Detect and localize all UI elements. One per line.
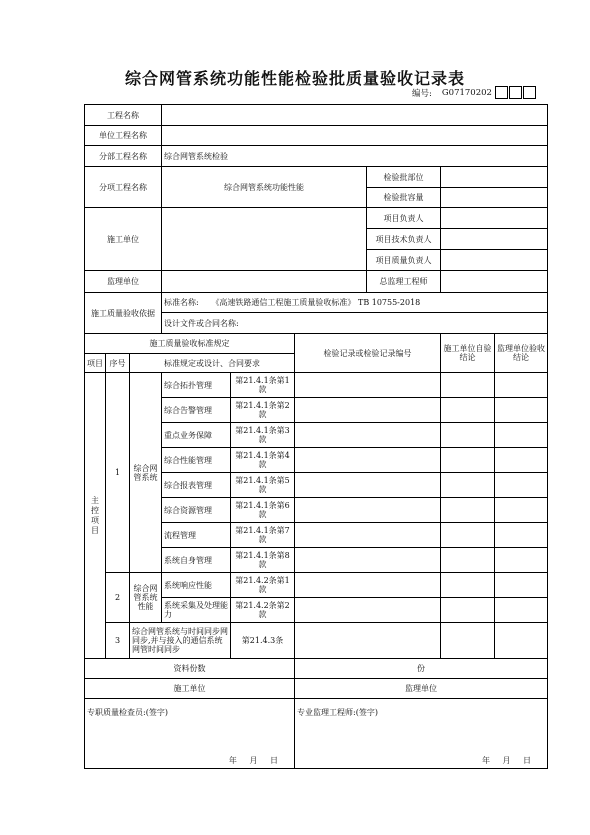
record-row-6[interactable] [295,498,441,523]
supervision-row-2[interactable] [495,398,548,423]
copies-unit: 份 [417,664,426,673]
chief-supervisor-label: 总监理工程师 [367,271,441,293]
unit-project-value[interactable] [162,126,548,146]
construction-row-4[interactable] [441,448,495,473]
tech-leader-value[interactable] [441,229,548,250]
project-name-label: 工程名称 [85,105,162,126]
supervision-unit-value[interactable] [162,271,367,293]
footer-construction-unit: 施工单位 [85,679,295,699]
project-leader-value[interactable] [441,208,548,229]
inspection-part-value[interactable] [441,167,548,188]
clause-row-9: 第21.4.2条第1款 [231,573,295,598]
req-row-2: 综合告警管理 [162,398,231,423]
clause-row-10: 第21.4.2条第2款 [231,598,295,623]
record-header: 检验记录或检验记录编号 [295,334,441,373]
req-row-5: 综合报表管理 [162,473,231,498]
inspection-capacity-value[interactable] [441,188,548,208]
supervision-row-3[interactable] [495,423,548,448]
design-doc-label: 设计文件或合同名称: [162,313,548,334]
construction-row-1[interactable] [441,373,495,398]
inspector-date: 年 月 日 [228,755,279,765]
construction-row-6[interactable] [441,498,495,523]
req-row-6: 综合资源管理 [162,498,231,523]
supervision-row-6[interactable] [495,498,548,523]
supervision-unit-label: 监理单位 [85,271,162,293]
inspection-part-label: 检验批部位 [367,167,441,188]
group-2-name: 综合网管系统性能 [130,573,162,623]
subdivision-label: 分项工程名称 [85,167,162,208]
engineer-sign-label: 专业监理工程师:(签字) [297,707,378,717]
construction-row-8[interactable] [441,548,495,573]
group-1-seq: 1 [106,373,130,573]
quality-leader-value[interactable] [441,250,548,271]
engineer-sign-cell[interactable] [295,699,548,769]
record-row-3[interactable] [295,423,441,448]
record-row-9[interactable] [295,573,441,598]
inspector-sign-label: 专职质量检查员:(签字) [87,707,168,717]
standard-name-cell [162,293,548,313]
supervision-row-9[interactable] [495,573,548,598]
req-row-8: 系统自身管理 [162,548,231,573]
acceptance-record-table [84,104,548,769]
record-row-8[interactable] [295,548,441,573]
record-row-5[interactable] [295,473,441,498]
col-requirement-header: 标准规定或设计、合同要求 [130,354,295,373]
material-count-label: 资料份数 [85,659,295,679]
req-row-3: 重点业务保障 [162,423,231,448]
construction-row-9[interactable] [441,573,495,598]
footer-supervision-unit: 监理单位 [295,679,548,699]
code-checkbox-1[interactable] [495,86,508,99]
material-count-value[interactable] [295,659,548,679]
unit-project-label: 单位工程名称 [85,126,162,146]
tech-leader-label: 项目技术负责人 [367,229,441,250]
supervision-row-5[interactable] [495,473,548,498]
req-row-10: 系统采集及处理能力 [162,598,231,623]
construction-unit-label: 施工单位 [85,208,162,271]
chief-supervisor-value[interactable] [441,271,548,293]
construction-row-11[interactable] [441,623,495,659]
standard-name-value: 《高速铁路通信工程施工质量验收标准》 TB 10755-2018 [211,298,421,307]
req-row-1: 综合拓扑管理 [162,373,231,398]
supervision-row-10[interactable] [495,598,548,623]
clause-row-5: 第21.4.1条第5款 [231,473,295,498]
division-label: 分部工程名称 [85,146,162,167]
clause-row-1: 第21.4.1条第1款 [231,373,295,398]
col-seq-header: 序号 [106,354,130,373]
construction-unit-value[interactable] [162,208,367,271]
engineer-date: 年 月 日 [481,755,532,765]
record-row-11[interactable] [295,623,441,659]
construction-row-7[interactable] [441,523,495,548]
inspector-sign-cell[interactable] [85,699,295,769]
subdivision-value: 综合网管系统功能性能 [162,167,367,208]
group-3-seq: 3 [106,623,130,659]
record-row-10[interactable] [295,598,441,623]
code-label: 编号: [412,88,432,99]
construction-row-5[interactable] [441,473,495,498]
record-row-7[interactable] [295,523,441,548]
spec-header: 施工质量验收标准规定 [85,334,295,354]
clause-row-6: 第21.4.1条第6款 [231,498,295,523]
main-control-label: 主控项目 [85,373,106,659]
quality-leader-label: 项目质量负责人 [367,250,441,271]
supervision-row-8[interactable] [495,548,548,573]
record-row-2[interactable] [295,398,441,423]
code-checkbox-2[interactable] [509,86,522,99]
supervision-row-11[interactable] [495,623,548,659]
record-row-1[interactable] [295,373,441,398]
acceptance-basis-label: 施工质量验收依据 [85,293,162,334]
supervision-row-4[interactable] [495,448,548,473]
record-row-4[interactable] [295,448,441,473]
construction-row-2[interactable] [441,398,495,423]
group-3-name: 综合网管系统与时间同步网同步,并与接入的通信系统网管时间同步 [130,623,231,659]
clause-row-7: 第21.4.1条第7款 [231,523,295,548]
clause-row-11: 第21.4.3条 [231,623,295,659]
form-title: 综合网管系统功能性能检验批质量验收记录表 [124,69,465,88]
form-code: G07170202 [441,87,492,98]
group-2-seq: 2 [106,573,130,623]
col-item-header: 项目 [85,354,106,373]
clause-row-4: 第21.4.1条第4款 [231,448,295,473]
division-value: 综合网管系统检验 [162,146,548,167]
project-name-value[interactable] [162,105,548,126]
supervision-row-7[interactable] [495,523,548,548]
construction-row-3[interactable] [441,423,495,448]
supervision-row-1[interactable] [495,373,548,398]
standard-name-label: 标准名称: [164,298,199,307]
clause-row-8: 第21.4.1条第8款 [231,548,295,573]
clause-row-2: 第21.4.1条第2款 [231,398,295,423]
inspection-capacity-label: 检验批容量 [367,188,441,208]
supervision-conclusion-header: 监理单位验收结论 [495,334,548,373]
project-leader-label: 项目负责人 [367,208,441,229]
construction-row-10[interactable] [441,598,495,623]
req-row-9: 系统响应性能 [162,573,231,598]
req-row-4: 综合性能管理 [162,448,231,473]
construction-conclusion-header: 施工单位自验结论 [441,334,495,373]
form-code-row [412,86,537,99]
clause-row-3: 第21.4.1条第3款 [231,423,295,448]
code-checkbox-3[interactable] [523,86,536,99]
req-row-7: 流程管理 [162,523,231,548]
group-1-name: 综合网管系统 [130,373,162,573]
